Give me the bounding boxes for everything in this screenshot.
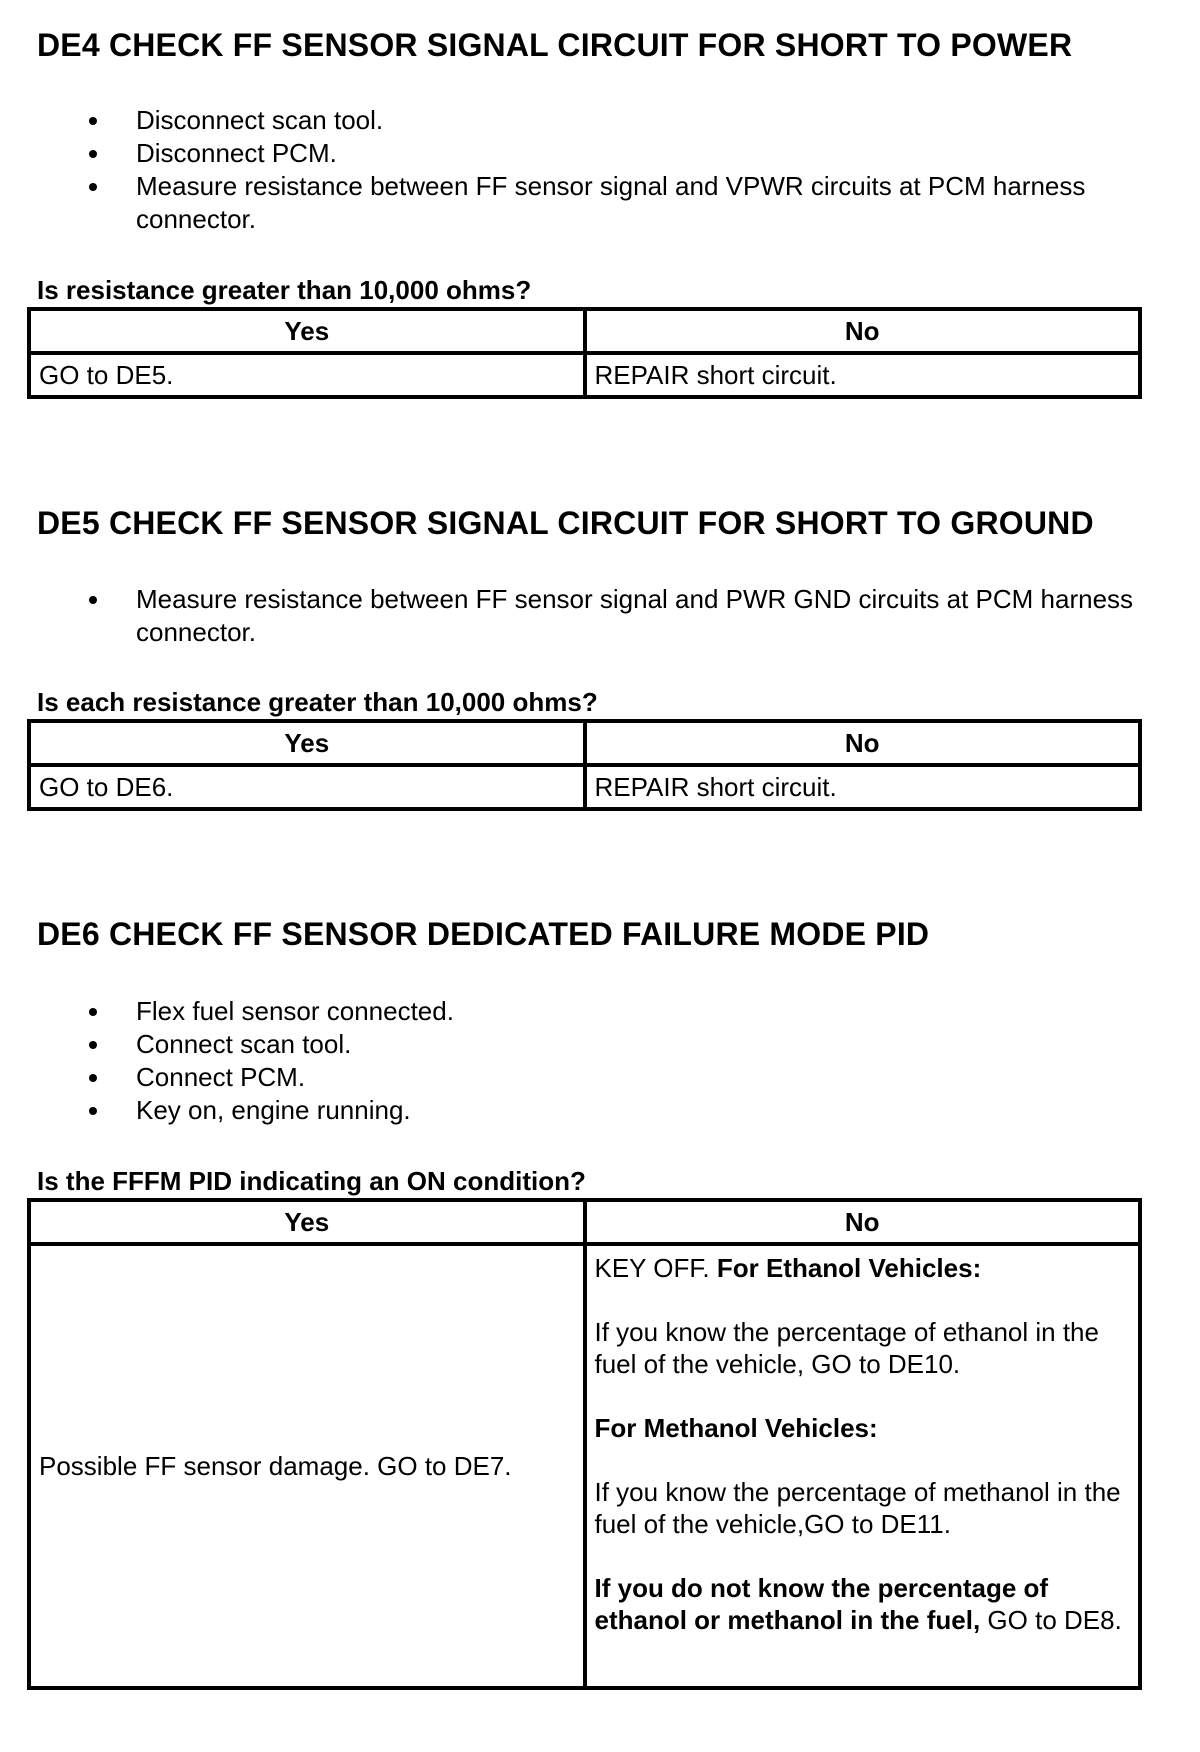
bullet-icon <box>89 1074 97 1082</box>
yes-action: Possible FF sensor damage. GO to DE7. <box>29 1244 585 1688</box>
bullet-icon <box>89 1107 97 1115</box>
bullet-icon <box>89 596 97 604</box>
list-item: Disconnect PCM. <box>0 137 1146 170</box>
question: Is the FFFM PID indicating an ON condition? <box>37 1166 586 1196</box>
yes-header: Yes <box>29 1200 585 1244</box>
yes-no-table <box>27 1198 1142 1690</box>
list-item: Connect scan tool. <box>0 1028 1146 1061</box>
bullet-icon <box>89 117 97 125</box>
list-item: Measure resistance between FF sensor signal and PWR GND circuits at PCM harness connector. <box>0 583 1200 649</box>
list-item: Key on, engine running. <box>0 1094 1146 1127</box>
step-list <box>0 104 1200 236</box>
no-action: REPAIR short circuit. <box>585 353 1141 397</box>
yes-action: GO to DE6. <box>29 765 585 809</box>
no-header: No <box>585 309 1141 353</box>
bullet-icon <box>89 150 97 158</box>
list-item: Connect PCM. <box>0 1061 1146 1094</box>
section-heading: DE4 CHECK FF SENSOR SIGNAL CIRCUIT FOR SHORT TO POWER <box>37 27 1073 63</box>
no-header: No <box>585 1200 1141 1244</box>
bullet-icon <box>89 183 97 191</box>
list-item: Disconnect scan tool. <box>0 104 1146 137</box>
no-header: No <box>585 721 1141 765</box>
unknown-text: GO to DE8. <box>987 1605 1122 1635</box>
methanol-label: For Methanol Vehicles: <box>594 1413 878 1443</box>
unknown-label: If you do not know the percentage of ethanol or methanol in the fuel, <box>594 1573 1049 1635</box>
question: Is each resistance greater than 10,000 ohms? <box>37 687 598 717</box>
question: Is resistance greater than 10,000 ohms? <box>37 275 532 305</box>
key-off-text: KEY OFF. <box>594 1253 710 1283</box>
section-heading: DE5 CHECK FF SENSOR SIGNAL CIRCUIT FOR SHORT TO GROUND <box>37 505 1094 541</box>
step-list <box>0 995 1200 1127</box>
no-action: REPAIR short circuit. <box>585 765 1141 809</box>
bullet-icon <box>89 1041 97 1049</box>
methanol-text: If you know the percentage of methanol in the fuel of the vehicle,GO to DE11. <box>594 1477 1121 1539</box>
list-item: Flex fuel sensor connected. <box>0 995 1146 1028</box>
yes-header: Yes <box>29 309 585 353</box>
list-item: Measure resistance between FF sensor signal and VPWR circuits at PCM harness connector. <box>0 170 1146 236</box>
yes-header: Yes <box>29 721 585 765</box>
yes-no-table <box>27 307 1142 399</box>
section-heading: DE6 CHECK FF SENSOR DEDICATED FAILURE MODE PID <box>37 916 930 952</box>
bullet-icon <box>89 1008 97 1016</box>
ethanol-label: For Ethanol Vehicles: <box>716 1253 982 1283</box>
yes-no-table <box>27 719 1142 811</box>
yes-action: GO to DE5. <box>29 353 585 397</box>
step-list <box>0 583 1200 649</box>
no-action <box>585 1244 1141 1688</box>
ethanol-text: If you know the percentage of ethanol in the fuel of the vehicle, GO to DE10. <box>594 1317 1099 1379</box>
